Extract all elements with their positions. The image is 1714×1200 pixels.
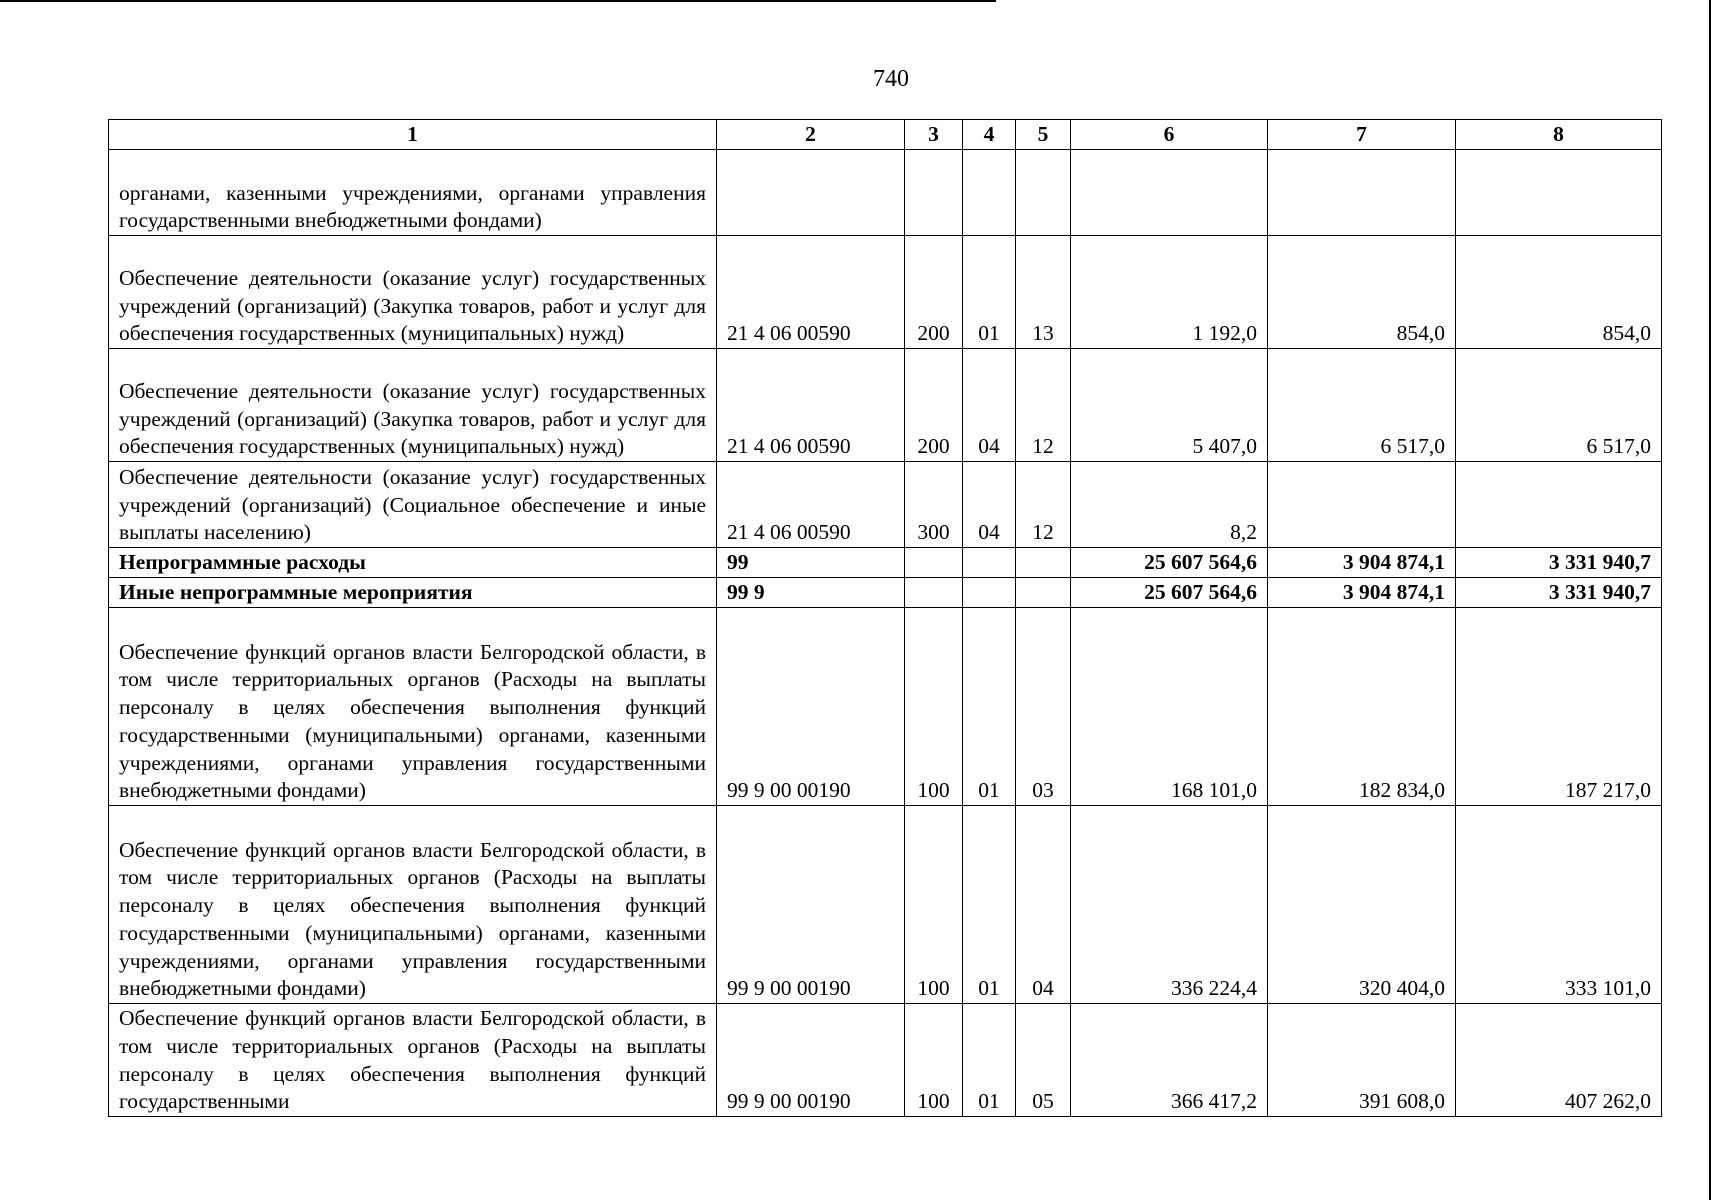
row-description: Обеспечение деятельности (оказание услуг) государственных учреждений (организаций) (Закупка товаров, работ и услуг для обеспечения государственных (муниципальных) нужд) — [109, 349, 717, 462]
row-col-8: 854,0 — [1456, 236, 1662, 349]
row-code: 21 4 06 00590 — [717, 349, 905, 462]
row-col-8: 6 517,0 — [1456, 349, 1662, 462]
row-col-4: 04 — [963, 349, 1016, 462]
row-col-8 — [1456, 462, 1662, 548]
row-col-8: 3 331 940,7 — [1456, 578, 1662, 608]
table-row-total — [109, 578, 1662, 608]
row-col-7: 182 834,0 — [1268, 608, 1456, 806]
row-col-6: 168 101,0 — [1071, 608, 1268, 806]
row-description: Обеспечение функций органов власти Белгородской области, в том числе территориальных органов (Расходы на выплаты персоналу в целях обеспечения выполнения функций государственными (муниципальными) органами, казенными учреждениями, органами управления государственными внебюджетными фондами) — [109, 608, 717, 806]
row-col-7: 3 904 874,1 — [1268, 548, 1456, 578]
row-col-4: 04 — [963, 462, 1016, 548]
header-col-8: 8 — [1456, 120, 1662, 150]
row-col-7: 3 904 874,1 — [1268, 578, 1456, 608]
top-rule — [0, 0, 996, 2]
row-col-5: 04 — [1016, 806, 1071, 1004]
header-col-5: 5 — [1016, 120, 1071, 150]
row-col-8 — [1456, 150, 1662, 236]
row-col-3: 100 — [905, 806, 963, 1004]
row-col-6: 25 607 564,6 — [1071, 578, 1268, 608]
table-row — [109, 462, 1662, 548]
row-col-7: 854,0 — [1268, 236, 1456, 349]
row-col-4: 01 — [963, 806, 1016, 1004]
row-col-8: 187 217,0 — [1456, 608, 1662, 806]
row-col-8: 3 331 940,7 — [1456, 548, 1662, 578]
row-col-7 — [1268, 462, 1456, 548]
row-col-8: 407 262,0 — [1456, 1004, 1662, 1117]
row-col-4 — [963, 548, 1016, 578]
row-col-3: 200 — [905, 236, 963, 349]
row-col-3: 200 — [905, 349, 963, 462]
row-code: 99 9 00 00190 — [717, 806, 905, 1004]
row-description: Обеспечение функций органов власти Белгородской области, в том числе территориальных органов (Расходы на выплаты персоналу в целях обеспечения выполнения функций государственными — [109, 1004, 717, 1117]
row-description: Иные непрограммные мероприятия — [109, 578, 717, 608]
row-code — [717, 150, 905, 236]
row-col-5 — [1016, 548, 1071, 578]
row-col-6 — [1071, 150, 1268, 236]
row-description: Обеспечение деятельности (оказание услуг) государственных учреждений (организаций) (Социальное обеспечение и иные выплаты населению) — [109, 462, 717, 548]
table-row-total — [109, 548, 1662, 578]
row-col-6: 8,2 — [1071, 462, 1268, 548]
table-row — [109, 150, 1662, 236]
row-code: 21 4 06 00590 — [717, 236, 905, 349]
row-col-3: 100 — [905, 608, 963, 806]
header-col-3: 3 — [905, 120, 963, 150]
row-col-5: 12 — [1016, 349, 1071, 462]
row-description: Непрограммные расходы — [109, 548, 717, 578]
table-row — [109, 608, 1662, 806]
row-description: Обеспечение деятельности (оказание услуг) государственных учреждений (организаций) (Закупка товаров, работ и услуг для обеспечения государственных (муниципальных) нужд) — [109, 236, 717, 349]
row-col-4: 01 — [963, 608, 1016, 806]
right-edge-rule — [1709, 0, 1711, 1200]
row-col-5 — [1016, 578, 1071, 608]
row-col-3: 100 — [905, 1004, 963, 1117]
row-col-3: 300 — [905, 462, 963, 548]
row-col-5: 13 — [1016, 236, 1071, 349]
row-code: 99 9 00 00190 — [717, 608, 905, 806]
row-col-4 — [963, 578, 1016, 608]
row-col-3 — [905, 578, 963, 608]
row-col-5 — [1016, 150, 1071, 236]
row-col-6: 25 607 564,6 — [1071, 548, 1268, 578]
table-row — [109, 349, 1662, 462]
row-code: 99 9 00 00190 — [717, 1004, 905, 1117]
row-col-6: 366 417,2 — [1071, 1004, 1268, 1117]
row-col-8: 333 101,0 — [1456, 806, 1662, 1004]
row-col-7 — [1268, 150, 1456, 236]
row-code: 21 4 06 00590 — [717, 462, 905, 548]
row-col-6: 5 407,0 — [1071, 349, 1268, 462]
header-col-7: 7 — [1268, 120, 1456, 150]
header-col-1: 1 — [109, 120, 717, 150]
row-code: 99 — [717, 548, 905, 578]
row-col-7: 6 517,0 — [1268, 349, 1456, 462]
row-col-3 — [905, 548, 963, 578]
row-description: органами, казенными учреждениями, органами управления государственными внебюджетными фондами) — [109, 150, 717, 236]
row-col-3 — [905, 150, 963, 236]
row-col-5: 03 — [1016, 608, 1071, 806]
table-row — [109, 236, 1662, 349]
row-col-7: 320 404,0 — [1268, 806, 1456, 1004]
header-col-4: 4 — [963, 120, 1016, 150]
row-col-6: 1 192,0 — [1071, 236, 1268, 349]
row-col-4 — [963, 150, 1016, 236]
table-row — [109, 1004, 1662, 1117]
header-col-6: 6 — [1071, 120, 1268, 150]
row-col-5: 12 — [1016, 462, 1071, 548]
table-row — [109, 806, 1662, 1004]
header-col-2: 2 — [717, 120, 905, 150]
table-header-row — [109, 120, 1662, 150]
budget-table — [108, 119, 1662, 1117]
row-col-6: 336 224,4 — [1071, 806, 1268, 1004]
row-code: 99 9 — [717, 578, 905, 608]
row-col-4: 01 — [963, 1004, 1016, 1117]
row-col-5: 05 — [1016, 1004, 1071, 1117]
row-col-7: 391 608,0 — [1268, 1004, 1456, 1117]
row-col-4: 01 — [963, 236, 1016, 349]
row-description: Обеспечение функций органов власти Белгородской области, в том числе территориальных органов (Расходы на выплаты персоналу в целях обеспечения выполнения функций государственными (муниципальными) органами, казенными учреждениями, органами управления государственными внебюджетными фондами) — [109, 806, 717, 1004]
page-number: 740 — [873, 66, 909, 92]
